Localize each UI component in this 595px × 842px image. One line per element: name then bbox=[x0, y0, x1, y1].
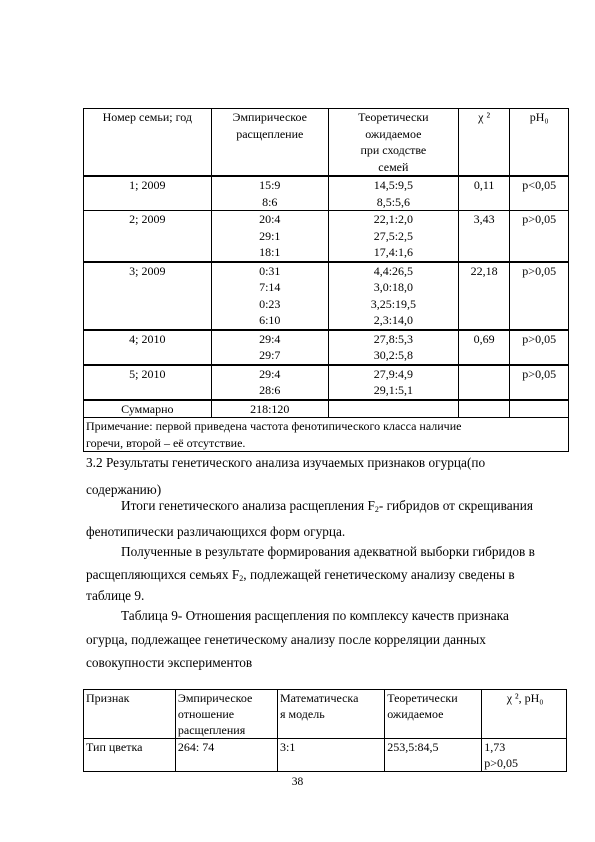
trait-cell: Тип цветка bbox=[84, 739, 176, 772]
p-cell: p>0,05 bbox=[510, 262, 569, 330]
family-cell: 5; 2010 bbox=[84, 365, 212, 400]
table-9 bbox=[83, 689, 567, 772]
total-label: Суммарно bbox=[84, 400, 212, 418]
family-cell: 3; 2009 bbox=[84, 262, 212, 330]
model-cell: 3:1 bbox=[278, 739, 385, 772]
header-p-value: pH₀ bbox=[510, 109, 569, 177]
chi-cell bbox=[458, 365, 510, 400]
p-cell: p>0,05 bbox=[510, 365, 569, 400]
table-caption: Таблица 9- Отношения расщепления по комплексу качеств признака bbox=[121, 608, 509, 623]
paragraph-line: Итоги генетического анализа расщепления $F_2-$ гибридов от скрещивания bbox=[121, 498, 533, 514]
header-theoretical: Теоретически ожидаемое bbox=[385, 690, 482, 739]
page-number: 38 bbox=[291, 776, 304, 788]
empirical-cell: 0:31 7:14 0:23 6:10 bbox=[211, 262, 328, 330]
section-heading: 3.2 Результаты генетического анализа изучаемых признаков огурца(по bbox=[86, 455, 486, 470]
note-row bbox=[84, 418, 569, 452]
theoretical-cell: 27,9:4,9 29,1:5,1 bbox=[328, 365, 458, 400]
empirical-cell: 29:4 29:7 bbox=[211, 330, 328, 365]
family-cell: 4; 2010 bbox=[84, 330, 212, 365]
header-chi-p: χ ², pH₀ bbox=[482, 690, 567, 739]
theoretical-cell: 22,1:2,0 27,5:2,5 17,4:1,6 bbox=[328, 211, 458, 262]
total-row bbox=[84, 400, 569, 418]
table-caption-cont: совокупности экспериментов bbox=[86, 655, 253, 670]
chi-cell: 22,18 bbox=[458, 262, 510, 330]
table-row bbox=[84, 176, 569, 211]
header-chi-square: χ ² bbox=[458, 109, 510, 177]
chi-cell: 0,11 bbox=[458, 176, 510, 211]
chi-p-cell: 1,73 p>0,05 bbox=[482, 739, 567, 772]
table-caption-cont: огурца, подлежащее генетическому анализу после корреляции данных bbox=[86, 632, 486, 647]
header-model: Математическа я модель bbox=[278, 690, 385, 739]
theoretical-cell: 253,5:84,5 bbox=[385, 739, 482, 772]
segregation-table bbox=[83, 108, 569, 452]
chi-cell: 0,69 bbox=[458, 330, 510, 365]
empirical-cell: 15:9 8:6 bbox=[211, 176, 328, 211]
header-empirical: Эмпирическое расщепление bbox=[211, 109, 328, 177]
p-cell: p>0,05 bbox=[510, 211, 569, 262]
paragraph-line: таблице 9. bbox=[86, 588, 145, 603]
chi-cell: 3,43 bbox=[458, 211, 510, 262]
theoretical-cell: 4,4:26,5 3,0:18,0 3,25:19,5 2,3:14,0 bbox=[328, 262, 458, 330]
table-note: Примечание: первой приведена частота фенотипического класса наличие горечи, второй – её отсутствие. bbox=[84, 418, 569, 452]
section-heading-cont: содержанию) bbox=[86, 482, 162, 497]
empirical-cell: 29:4 28:6 bbox=[211, 365, 328, 400]
p-cell: p>0,05 bbox=[510, 330, 569, 365]
p-cell: p<0,05 bbox=[510, 176, 569, 211]
empirical-cell: 20:4 29:1 18:1 bbox=[211, 211, 328, 262]
empirical-cell: 264: 74 bbox=[175, 739, 277, 772]
table-row bbox=[84, 262, 569, 330]
table-header-row bbox=[84, 109, 569, 177]
header-theoretical: Теоретически ожидаемое при сходстве семей bbox=[328, 109, 458, 177]
table-row bbox=[84, 365, 569, 400]
header-empirical: Эмпирическое отношение расщепления bbox=[175, 690, 277, 739]
family-cell: 2; 2009 bbox=[84, 211, 212, 262]
table-row bbox=[84, 739, 567, 772]
total-value: 218:120 bbox=[211, 400, 328, 418]
theoretical-cell: 27,8:5,3 30,2:5,8 bbox=[328, 330, 458, 365]
paragraph-line: Полученные в результате формирования адекватной выборки гибридов в bbox=[121, 544, 535, 559]
family-cell: 1; 2009 bbox=[84, 176, 212, 211]
theoretical-cell: 14,5:9,5 8,5:5,6 bbox=[328, 176, 458, 211]
paragraph-line: фенотипически различающихся форм огурца. bbox=[86, 524, 346, 539]
paragraph-line: расщепляющихся семьях $F_2$, подлежащей генетическому анализу сведены в bbox=[86, 567, 515, 583]
header-trait: Признак bbox=[84, 690, 176, 739]
table-header-row bbox=[84, 690, 567, 739]
table-row bbox=[84, 211, 569, 262]
header-family-year: Номер семьи; год bbox=[84, 109, 212, 177]
table-row bbox=[84, 330, 569, 365]
